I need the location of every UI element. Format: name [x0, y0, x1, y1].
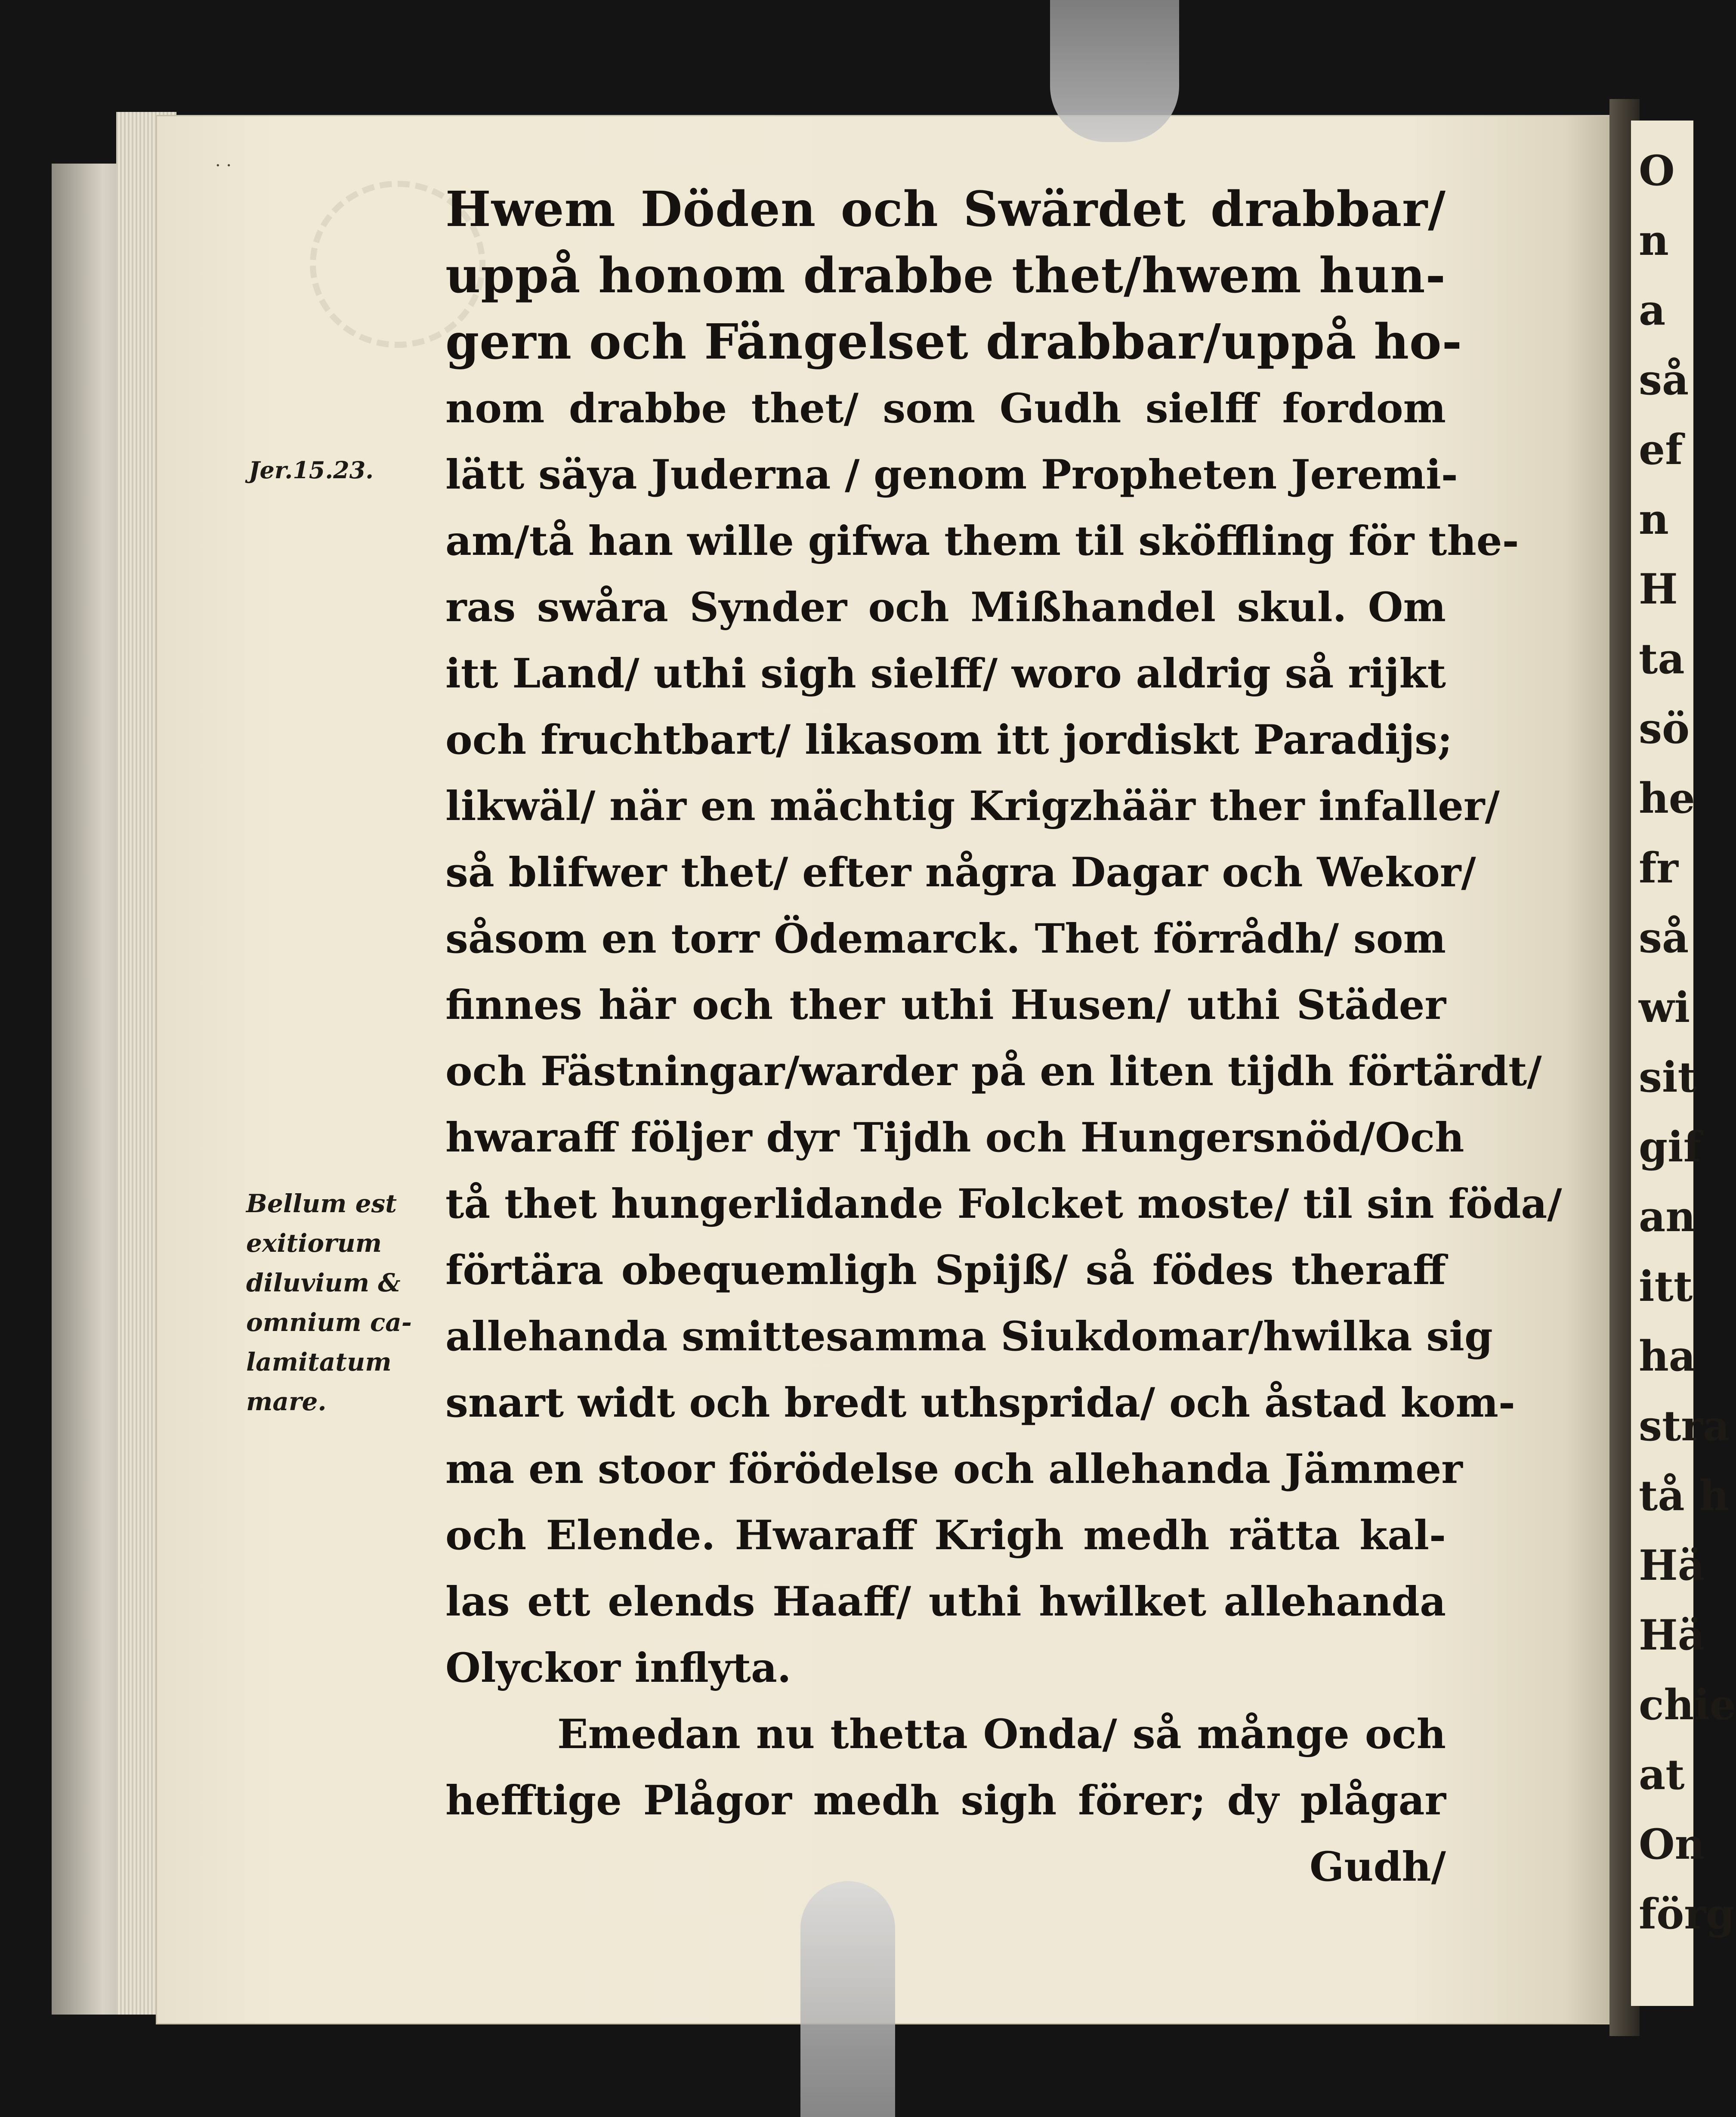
- next-page-fragment: förg: [1639, 1890, 1735, 1938]
- margin-note-line: lamitatum: [246, 1347, 392, 1377]
- margin-note-line: mare.: [246, 1387, 327, 1416]
- next-page-fragment: stra: [1639, 1402, 1730, 1450]
- text-line: allehanda smittesamma Siukdomar/hwilka sig: [445, 1313, 1493, 1360]
- text-line: las ett elends Haaff/ uthi hwilket allehanda: [445, 1578, 1446, 1625]
- next-page-fragment: H: [1639, 565, 1678, 613]
- paragraph-line: hefftige Plågor medh sigh förer; dy plågar: [445, 1777, 1446, 1824]
- next-page-fragment: chie: [1639, 1681, 1736, 1729]
- next-page-fragment: ef: [1639, 425, 1683, 474]
- text-line: hwaraff följer dyr Tijdh och Hungersnöd/Och: [445, 1114, 1464, 1161]
- text-line: såsom en torr Ödemarck. Thet förrådh/ som: [445, 915, 1446, 963]
- text-line: och fruchtbart/ likasom itt jordiskt Paradijs;: [445, 716, 1452, 764]
- text-line: och Elende. Hwaraff Krigh medh rätta kal-: [445, 1512, 1446, 1559]
- next-page-fragment: itt: [1639, 1262, 1693, 1311]
- margin-note-line: diluvium &: [246, 1268, 401, 1297]
- heading-line: uppå honom drabbe thet/hwem hun-: [445, 248, 1446, 304]
- text-line: nom drabbe thet/ som Gudh sielff fordom: [445, 385, 1446, 432]
- margin-note: [246, 1184, 412, 1421]
- top-mark: · ·: [215, 156, 232, 176]
- next-page-fragment: fr: [1639, 844, 1678, 892]
- next-page-fragment: he: [1639, 774, 1695, 823]
- text-line: likwäl/ när en mächtig Krigzhäär ther infaller/: [445, 783, 1500, 830]
- next-page-fragment: ha: [1639, 1332, 1696, 1380]
- next-page-fragment: Hä: [1639, 1611, 1705, 1659]
- next-page-fragment: gif: [1639, 1123, 1701, 1171]
- text-line: am/tå han wille gifwa them til sköffling för the-: [445, 517, 1519, 565]
- margin-note-line: omnium ca-: [246, 1308, 412, 1337]
- next-page-fragment: tå h: [1639, 1471, 1729, 1520]
- margin-note-line: Bellum est: [246, 1189, 397, 1218]
- heading-line: gern och Fängelset drabbar/uppå ho-: [445, 314, 1463, 370]
- next-page-fragment: On: [1639, 1820, 1705, 1869]
- text-line: finnes här och ther uthi Husen/ uthi Städer: [445, 981, 1446, 1029]
- margin-reference: Jer.15.23.: [249, 456, 374, 484]
- text-line: ma en stoor förödelse och allehanda Jämmer: [445, 1445, 1463, 1493]
- next-page-fragment: n: [1639, 495, 1669, 544]
- text-line: så blifwer thet/ efter några Dagar och Wekor/: [445, 849, 1476, 896]
- top-page-clip: [1050, 0, 1179, 142]
- next-page-fragment: a: [1639, 286, 1666, 334]
- heading-line: Hwem Döden och Swärdet drabbar/: [445, 181, 1446, 238]
- next-page-fragment: sö: [1639, 704, 1690, 753]
- next-page-fragment: at: [1639, 1750, 1685, 1799]
- next-page-fragment: Hä: [1639, 1541, 1705, 1590]
- text-line: förtära obequemligh Spijß/ så födes theraff: [445, 1247, 1446, 1294]
- paragraph-line: Emedan nu thetta Onda/ så månge och: [557, 1711, 1446, 1758]
- next-page-fragment: sit: [1639, 1053, 1697, 1102]
- text-line: och Fästningar/warder på en liten tijdh förtärdt/: [445, 1048, 1542, 1095]
- next-page-fragment: n: [1639, 216, 1669, 265]
- text-line: itt Land/ uthi sigh sielff/ woro aldrig så rijkt: [445, 650, 1446, 697]
- bottom-page-clip: [800, 1881, 895, 2117]
- next-page-fragment: ta: [1639, 634, 1685, 683]
- catchword: Gudh/: [1309, 1843, 1446, 1891]
- text-line: lätt säya Juderna / genom Propheten Jeremi-: [445, 451, 1458, 498]
- text-line: ras swåra Synder och Mißhandel skul. Om: [445, 584, 1446, 631]
- main-text-block: [445, 176, 1562, 1900]
- text-line: Olyckor inflyta.: [445, 1644, 791, 1692]
- next-page-fragment: wi: [1639, 983, 1690, 1032]
- next-page-fragment: så: [1639, 356, 1689, 404]
- text-line: tå thet hungerlidande Folcket moste/ til sin föda/: [445, 1180, 1562, 1228]
- next-page-fragment: så: [1639, 913, 1689, 962]
- next-page-edge: [1631, 121, 1736, 2006]
- next-page-fragment: an: [1639, 1192, 1696, 1241]
- next-page-fragment: O: [1639, 146, 1675, 195]
- margin-note-line: exitiorum: [246, 1229, 382, 1258]
- text-line: snart widt och bredt uthsprida/ och åstad kom-: [445, 1379, 1515, 1427]
